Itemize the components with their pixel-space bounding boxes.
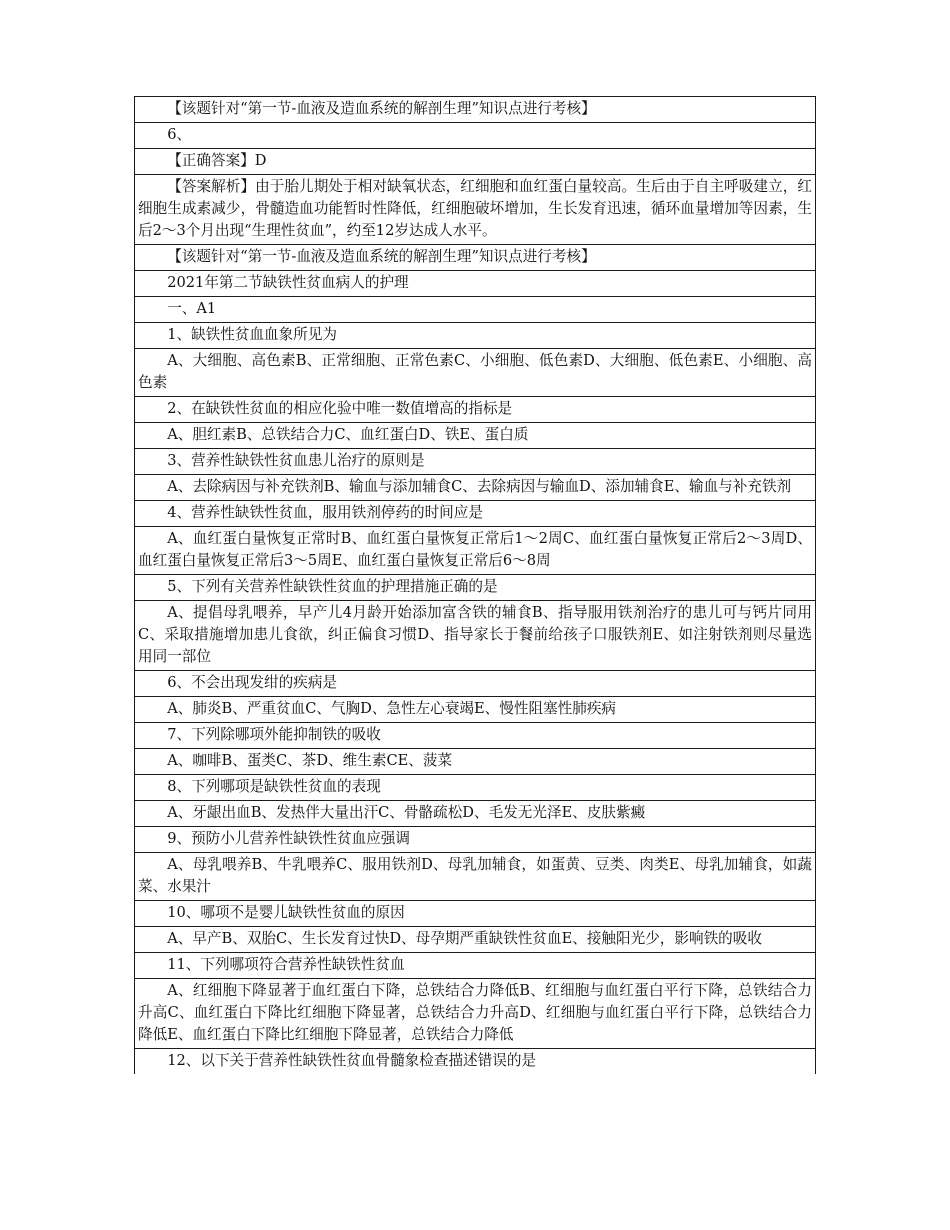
question-type-heading: 一、A1 <box>135 297 816 323</box>
table-row <box>135 501 816 527</box>
question-number: 6、 <box>135 123 816 149</box>
table-row <box>135 723 816 749</box>
question-options: A、大细胞、高色素B、正常细胞、正常色素C、小细胞、低色素D、大细胞、低色素E、小细胞、高色素 <box>135 349 816 397</box>
question-options: A、牙龈出血B、发热伴大量出汗C、骨骼疏松D、毛发无光泽E、皮肤紫癜 <box>135 801 816 827</box>
table-row <box>135 1049 816 1075</box>
table-row <box>135 349 816 397</box>
question-options: A、提倡母乳喂养，早产儿4月龄开始添加富含铁的辅食B、指导服用铁剂治疗的患儿可与钙片同用C、采取措施增加患儿食欲，纠正偏食习惯D、指导家长于餐前给孩子口服铁剂E、如注射铁剂则尽量选用同一部位 <box>135 601 816 671</box>
table-row <box>135 271 816 297</box>
topic-note: 【该题针对“第一节-血液及造血系统的解剖生理”知识点进行考核】 <box>135 97 816 123</box>
table-row <box>135 927 816 953</box>
question-options: A、血红蛋白量恢复正常时B、血红蛋白量恢复正常后1～2周C、血红蛋白量恢复正常后2～3周D、血红蛋白量恢复正常后3～5周E、血红蛋白量恢复正常后6～8周 <box>135 527 816 575</box>
question-stem: 8、下列哪项是缺铁性贫血的表现 <box>135 775 816 801</box>
question-stem: 1、缺铁性贫血血象所见为 <box>135 323 816 349</box>
question-options: A、胆红素B、总铁结合力C、血红蛋白D、铁E、蛋白质 <box>135 423 816 449</box>
table-row <box>135 671 816 697</box>
table-row <box>135 149 816 175</box>
question-stem: 5、下列有关营养性缺铁性贫血的护理措施正确的是 <box>135 575 816 601</box>
question-options: A、肺炎B、严重贫血C、气胸D、急性左心衰竭E、慢性阻塞性肺疾病 <box>135 697 816 723</box>
table-row <box>135 97 816 123</box>
table-row <box>135 901 816 927</box>
question-stem: 12、以下关于营养性缺铁性贫血骨髓象检查描述错误的是 <box>135 1049 816 1075</box>
question-options: A、去除病因与补充铁剂B、输血与添加辅食C、去除病因与输血D、添加辅食E、输血与补充铁剂 <box>135 475 816 501</box>
question-stem: 11、下列哪项符合营养性缺铁性贫血 <box>135 953 816 979</box>
question-stem: 3、营养性缺铁性贫血患儿治疗的原则是 <box>135 449 816 475</box>
table-row <box>135 601 816 671</box>
correct-answer: 【正确答案】D <box>135 149 816 175</box>
table-row <box>135 575 816 601</box>
table-row <box>135 175 816 245</box>
question-stem: 2、在缺铁性贫血的相应化验中唯一数值增高的指标是 <box>135 397 816 423</box>
question-options: A、母乳喂养B、牛乳喂养C、服用铁剂D、母乳加辅食，如蛋黄、豆类、肉类E、母乳加辅食，如蔬菜、水果汁 <box>135 853 816 901</box>
table-row <box>135 827 816 853</box>
question-options: A、咖啡B、蛋类C、茶D、维生素CE、菠菜 <box>135 749 816 775</box>
table-row <box>135 123 816 149</box>
table-row <box>135 697 816 723</box>
topic-note: 【该题针对“第一节-血液及造血系统的解剖生理”知识点进行考核】 <box>135 245 816 271</box>
table-row <box>135 449 816 475</box>
question-options: A、早产B、双胎C、生长发育过快D、母孕期严重缺铁性贫血E、接触阳光少，影响铁的吸收 <box>135 927 816 953</box>
table-row <box>135 953 816 979</box>
table-row <box>135 423 816 449</box>
table-row <box>135 801 816 827</box>
table-row <box>135 397 816 423</box>
question-stem: 4、营养性缺铁性贫血，服用铁剂停药的时间应是 <box>135 501 816 527</box>
table-row <box>135 749 816 775</box>
question-stem: 6、不会出现发绀的疾病是 <box>135 671 816 697</box>
question-stem: 10、哪项不是婴儿缺铁性贫血的原因 <box>135 901 816 927</box>
table-row <box>135 853 816 901</box>
table-row <box>135 979 816 1049</box>
question-stem: 9、预防小儿营养性缺铁性贫血应强调 <box>135 827 816 853</box>
question-stem: 7、下列除哪项外能抑制铁的吸收 <box>135 723 816 749</box>
answer-explanation: 【答案解析】由于胎儿期处于相对缺氧状态，红细胞和血红蛋白量较高。生后由于自主呼吸建立，红细胞生成素减少，骨髓造血功能暂时性降低，红细胞破坏增加，生长发育迅速，循环血量增加等因素，生后2～3个月出现“生理性贫血”，约至12岁达成人水平。 <box>135 175 816 245</box>
table-row <box>135 297 816 323</box>
table-row <box>135 323 816 349</box>
table-row <box>135 245 816 271</box>
question-table <box>134 96 816 1074</box>
question-options: A、红细胞下降显著于血红蛋白下降，总铁结合力降低B、红细胞与血红蛋白平行下降，总铁结合力升高C、血红蛋白下降比红细胞下降显著，总铁结合力升高D、红细胞与血红蛋白平行下降，总铁结合力降低E、血红蛋白下降比红细胞下降显著，总铁结合力降低 <box>135 979 816 1049</box>
table-row <box>135 475 816 501</box>
section-title: 2021年第二节缺铁性贫血病人的护理 <box>135 271 816 297</box>
table-row <box>135 527 816 575</box>
table-row <box>135 775 816 801</box>
